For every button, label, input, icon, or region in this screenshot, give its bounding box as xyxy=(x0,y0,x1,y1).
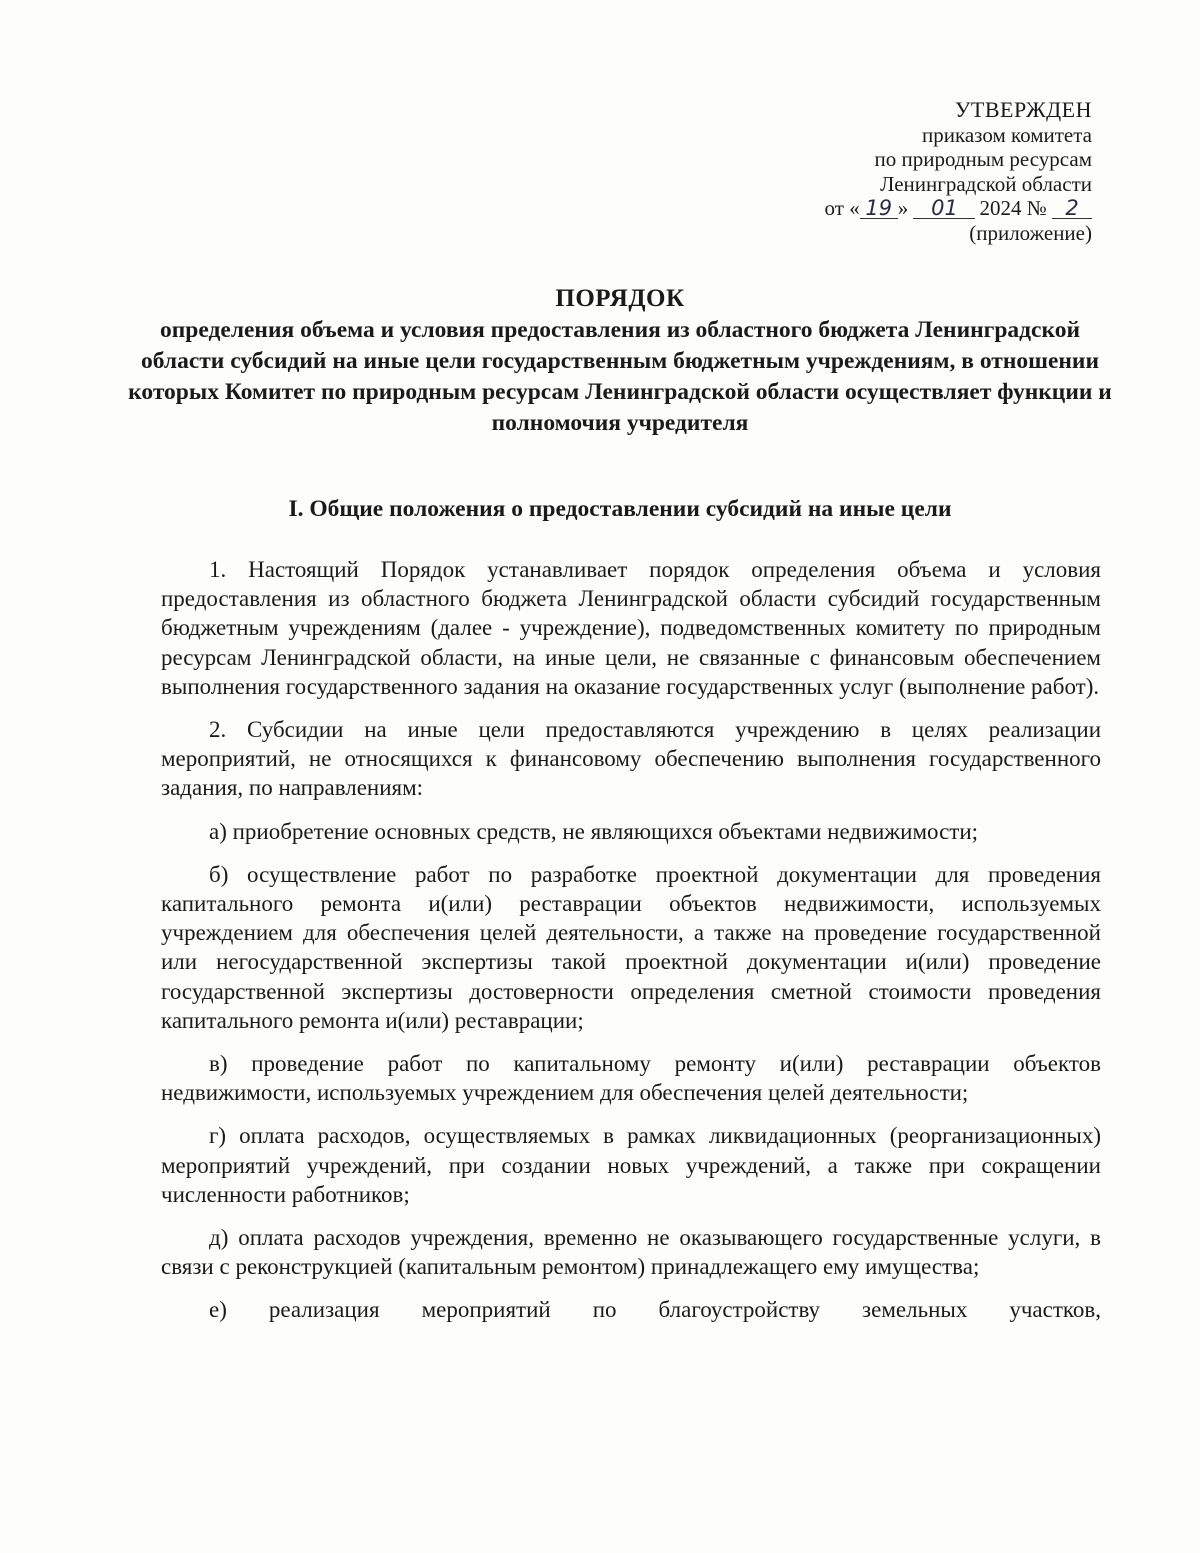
approved-label: УТВЕРЖДЕН xyxy=(954,97,1092,122)
paragraph-1: 1. Настоящий Порядок устанавливает порядок определения объема и условия предоставления из областного бюджета Ленинградской области субсидий государственным бюджетным учреждениям (далее - учреждение), подведомственных комитету по природным ресурсам Ленинградской области, на иные цели, не связанные с финансовым обеспечением выполнения государственного задания на оказание государственных услуг (выполнение работ). xyxy=(161,557,1101,699)
date-prefix: от « xyxy=(824,196,860,220)
date-day-handwritten: 19 xyxy=(860,198,898,219)
appendix-label: (приложение) xyxy=(969,220,1092,245)
date-month-handwritten: 01 xyxy=(913,198,975,219)
section-heading: I. Общие положения о предоставлении субсидий на иные цели xyxy=(288,496,952,522)
approval-line-2: по природным ресурсам xyxy=(874,147,1092,171)
approval-line-3: Ленинградской области xyxy=(880,171,1092,196)
approval-stamp xyxy=(825,98,1092,245)
document-title-block xyxy=(120,284,1120,439)
paragraph-2: 2. Субсидии на иные цели предоставляются учреждению в целях реализации мероприятий, не относящихся к финансовому обеспечению выполнения государственного задания, по направлениям: xyxy=(161,717,1101,801)
date-year: 2024 № xyxy=(979,196,1047,220)
document-subtitle: определения объема и условия предоставления из областного бюджета Ленинградской области субсидий на иные цели государственным бюджетным учреждениям, в отношении которых Комитет по природным ресурсам Ленинградской области осуществляет функции и полномочия учредителя xyxy=(128,317,1112,436)
paragraph-2e: д) оплата расходов учреждения, временно не оказывающего государственные услуги, в связи с реконструкцией (капитальным ремонтом) принадлежащего ему имущества; xyxy=(161,1225,1101,1280)
approval-line-1: приказом комитета xyxy=(921,122,1092,147)
paragraph-2b: б) осуществление работ по разработке проектной документации для проведения капитального ремонта и(или) реставрации объектов недвижимости, используемых учреждением для обеспечения целей деятельности, а также на проведение государственной или негосударственной экспертизы такой проектной документации и(или) проведение государственной экспертизы достоверности определения сметной стоимости проведения капитального ремонта и(или) реставрации; xyxy=(161,861,1101,1033)
approval-date-line xyxy=(825,196,1092,221)
paragraph-2f: е) реализация мероприятий по благоустройству земельных участков, xyxy=(209,1297,1101,1323)
paragraph-2c: в) проведение работ по капитальному ремонту и(или) реставрации объектов недвижимости, используемых учреждением для обеспечения целей деятельности; xyxy=(161,1051,1101,1106)
paragraph-2a: а) приобретение основных средств, не являющихся объектами недвижимости; xyxy=(209,818,979,844)
paragraph-2d: г) оплата расходов, осуществляемых в рамках ликвидационных (реорганизационных) мероприятий учреждений, при создании новых учреждений, а также при сокращении численности работников; xyxy=(161,1123,1101,1207)
document-title: ПОРЯДОК xyxy=(555,285,685,312)
document-body xyxy=(161,555,1101,1339)
order-number-handwritten: 2 xyxy=(1052,198,1092,219)
date-mid: » xyxy=(897,196,909,220)
